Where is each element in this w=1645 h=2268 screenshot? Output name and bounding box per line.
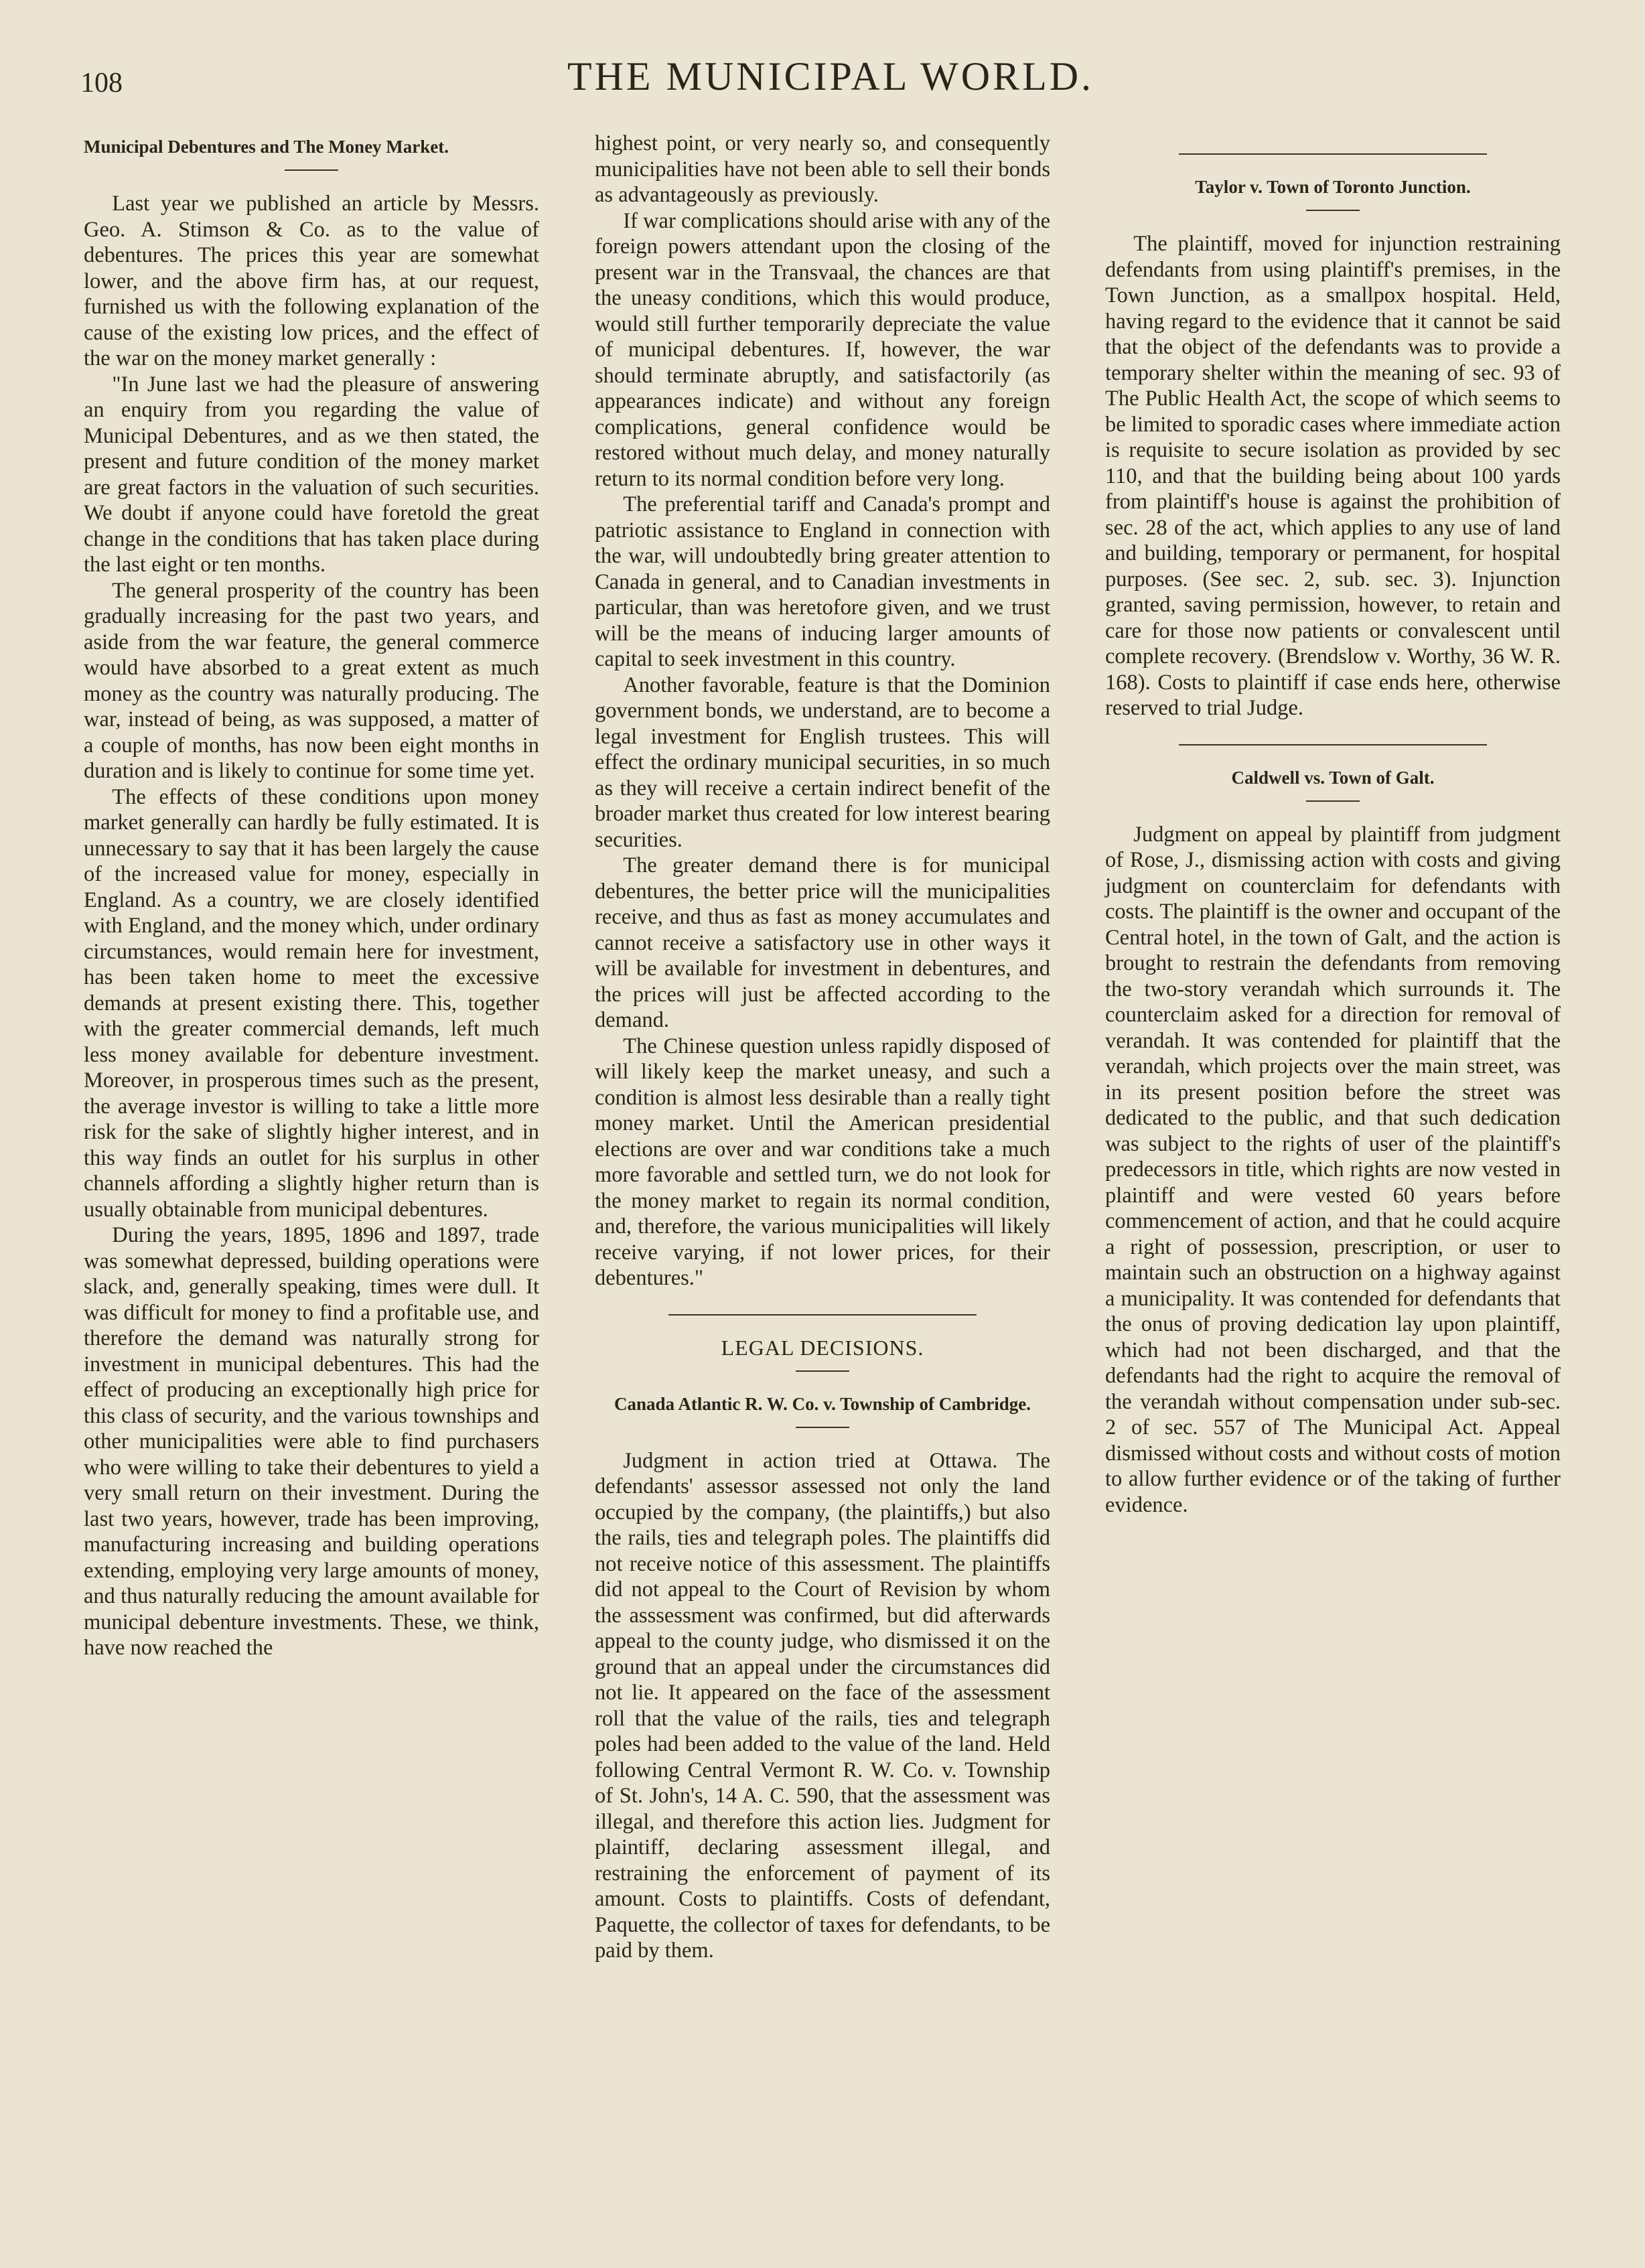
column-1 bbox=[84, 131, 539, 1661]
article-paragraph: The general prosperity of the country has been gradually increasing for the past two years, and aside from the war feature, the general commerce would have absorbed to a great extent as much money as the country was naturally producing. The war, instead of being, as was supposed, a matter of a couple of months, has now been eight months in duration and is likely to continue for some time yet. bbox=[84, 578, 539, 783]
column-3 bbox=[1105, 131, 1561, 1518]
case-title: Taylor v. Town of Toronto Junction. bbox=[1195, 177, 1471, 197]
heading-rule bbox=[1306, 210, 1360, 211]
article-paragraph: The effects of these conditions upon money market generally can hardly be fully estimated. It is unnecessary to say that it has been largely the cause of the increased value for money, especially in England. As a country, we are closely identified with England, and the money which, under ordinary circumstances, would remain here for investment, has been taken home to meet the excessive demands at present existing there. This, together with the greater commercial demands, left much less money available for debenture investment. Moreover, in prosperous times such as the present, the average investor is willing to take a little more risk for the sake of slightly higher interest, and in this way finds an outlet for his surplus in other channels affording a slightly higher return than is usually obtainable from municipal debentures. bbox=[84, 784, 539, 1222]
heading-rule bbox=[796, 1370, 849, 1372]
page-number: 108 bbox=[80, 68, 123, 98]
article-paragraph: "In June last we had the pleasure of answering an enquiry from you regarding the value of Municipal Debentures, and as we then stated, the present and future condition of the money market are great factors in the valuation of such securities. We doubt if anyone could have foretold the great change in the conditions that has taken place during the last eight or ten months. bbox=[84, 372, 539, 577]
article-paragraph: The preferential tariff and Canada's prompt and patriotic assistance to England in connection with the war, will undoubtedly bring greater attention to Canada in general, and to Canadian investments in particular, than was heretofore given, and we trust will be the means of inducing larger amounts of capital to seek investment in this country. bbox=[595, 492, 1050, 671]
case-text: Judgment in action tried at Ottawa. The defendants' assessor assessed not only the land occupied by the company, (the plaintiffs,) but also the rails, ties and telegraph poles. The plaintiffs did not receive notice of this assessment. The plaintiffs did not appeal to the Court of Revision by whom the asssessment was confirmed, but did afterwards appeal to the county judge, who dismissed it on the ground that an appeal under the circumstances did not lie. It appeared on the face of the assessment roll that the value of the rails, ties and telegraph poles had been added to the value of the land. Held following Central Vermont R. W. Co. v. Township of St. John's, 14 A. C. 590, that the assessment was illegal, and therefore this action lies. Judgment for plaintiff, declaring assessment illegal, and restraining the enforcement of payment of its amount. Costs to plaintiffs. Costs of defendant, Paquette, the collector of taxes for defendants, to be paid by them. bbox=[595, 1448, 1050, 1963]
heading-rule bbox=[1306, 800, 1360, 802]
article-paragraph: If war complications should arise with any of the foreign powers attendant upon the closing of the present war in the Transvaal, the chances are that the uneasy conditions, which this would produce, would still further temporarily depreciate the value of municipal debentures. If, however, the war should terminate abruptly, and satisfactorily (as appearances indicate) and without any foreign complications, general confidence would be restored without much delay, and money naturally return to its normal condition before very long. bbox=[595, 208, 1050, 491]
article-paragraph: The greater demand there is for municipal debentures, the better price will the municipalities receive, and thus as fast as money accumulates and cannot receive a satisfactory use in other ways it will be available for investment in debentures, and the prices will just be affected according to the demand. bbox=[595, 853, 1050, 1032]
heading-rule bbox=[796, 1427, 849, 1428]
journal-title: THE MUNICIPAL WORLD. bbox=[567, 54, 1094, 98]
article-paragraph: Last year we published an article by Messrs. Geo. A. Stimson & Co. as to the value of debentures. The prices this year are somewhat lower, and the above firm has, at our request, furnished us with the following explanation of the cause of the existing low prices, and the effect of the war on the money market generally : bbox=[84, 192, 539, 370]
section-heading: LEGAL DECISIONS. bbox=[721, 1335, 924, 1360]
article-paragraph: During the years, 1895, 1896 and 1897, trade was somewhat depressed, building operations were slack, and, generally speaking, times were dull. It was difficult for money to find a profitable use, and therefore the demand was naturally strong for investment in municipal debentures. This had the effect of producing an exceptionally high price for this class of security, and the various townships and other municipalities were able to find purchasers who were willing to take their debentures to yield a very small return on their investment. During the last two years, however, trade has been improving, manufacturing increasing and building operations extending, employing very large amounts of money, and thus naturally reducing the amount available for municipal debenture investments. These, we think, have now reached the bbox=[84, 1223, 539, 1660]
article-paragraph: The Chinese question unless rapidly disposed of will likely keep the market uneasy, and such a condition is almost less desirable than a really tight money market. Until the American presidential elections are over and war conditions take a much more favorable and settled turn, we do not look for the money market to regain its normal condition, and, therefore, the various municipalities will likely receive varying, if not lower prices, for their debentures." bbox=[595, 1034, 1050, 1290]
article-paragraph: highest point, or very nearly so, and consequently municipalities have not been able to sell their bonds as advantageously as previously. bbox=[595, 131, 1050, 207]
article-paragraph: Another favorable, feature is that the Dominion government bonds, we understand, are to become a legal investment for English trustees. This will effect the ordinary municipal securities, in so much as they will receive a certain indirect benefit of the broader market thus created for low interest bearing securities. bbox=[595, 672, 1050, 852]
case-title: Canada Atlantic R. W. Co. v. Township of Cambridge. bbox=[614, 1393, 1031, 1414]
case-text: Judgment on appeal by plaintiff from judgment of Rose, J., dismissing action with costs and giving judgment on counterclaim for defendants with costs. The plaintiff is the owner and occupant of the Central hotel, in the town of Galt, and the action is brought to restrain the defendants from removing the two-story verandah which surrounds it. The counterclaim asked for a direction for removal of verandah. It was contended for plaintiff that the verandah, which projects over the main street, was in its present position before the street was dedicated to the public, and that such dedication was subject to the rights of user of the plaintiff's predecessors in title, which rights are now vested in plaintiff and were vested 60 years before commencement of action, and that he could acquire a right of possession, prescription, or user to maintain such an obstruction on a highway against a municipality. It was contended for defendants that the onus of proving dedication lay upon plaintiff, which had not been discharged, and that the defendants had the right to acquire the removal of the verandah without compensation under sub-sec. 2 of sec. 557 of The Municipal Act. Appeal dismissed without costs and without costs of motion to allow further evidence or of the taking of further evidence. bbox=[1105, 822, 1561, 1517]
column-2 bbox=[595, 131, 1050, 1964]
heading-rule bbox=[285, 169, 338, 171]
section-rule bbox=[668, 1314, 977, 1316]
case-text: The plaintiff, moved for injunction restraining defendants from using plaintiff's premises, in the Town Junction, as a smallpox hospital. Held, having regard to the evidence that it cannot be said that the object of the defendants was to provide a temporary shelter within the meaning of sec. 93 of The Public Health Act, the scope of which seems to be limited to sporadic cases where immediate action is requisite to secure isolation as provided by sec 110, and that the building being about 100 yards from plaintiff's house is against the prohibition of sec. 28 of the act, which applies to any use of land and building, temporary or permanent, for hospital purposes. (See sec. 2, sub. sec. 3). Injunction granted, saving permission, however, to retain and care for those now patients or convalescent until complete recovery. (Brendslow v. Worthy, 36 W. R. 168). Costs to plaintiff if case ends here, otherwise reserved to trial Judge. bbox=[1105, 232, 1561, 720]
section-rule bbox=[1179, 153, 1487, 155]
article-heading: Municipal Debentures and The Money Market. bbox=[84, 137, 449, 157]
section-rule bbox=[1179, 744, 1487, 746]
page-header bbox=[74, 54, 1587, 107]
case-title: Caldwell vs. Town of Galt. bbox=[1231, 767, 1435, 788]
